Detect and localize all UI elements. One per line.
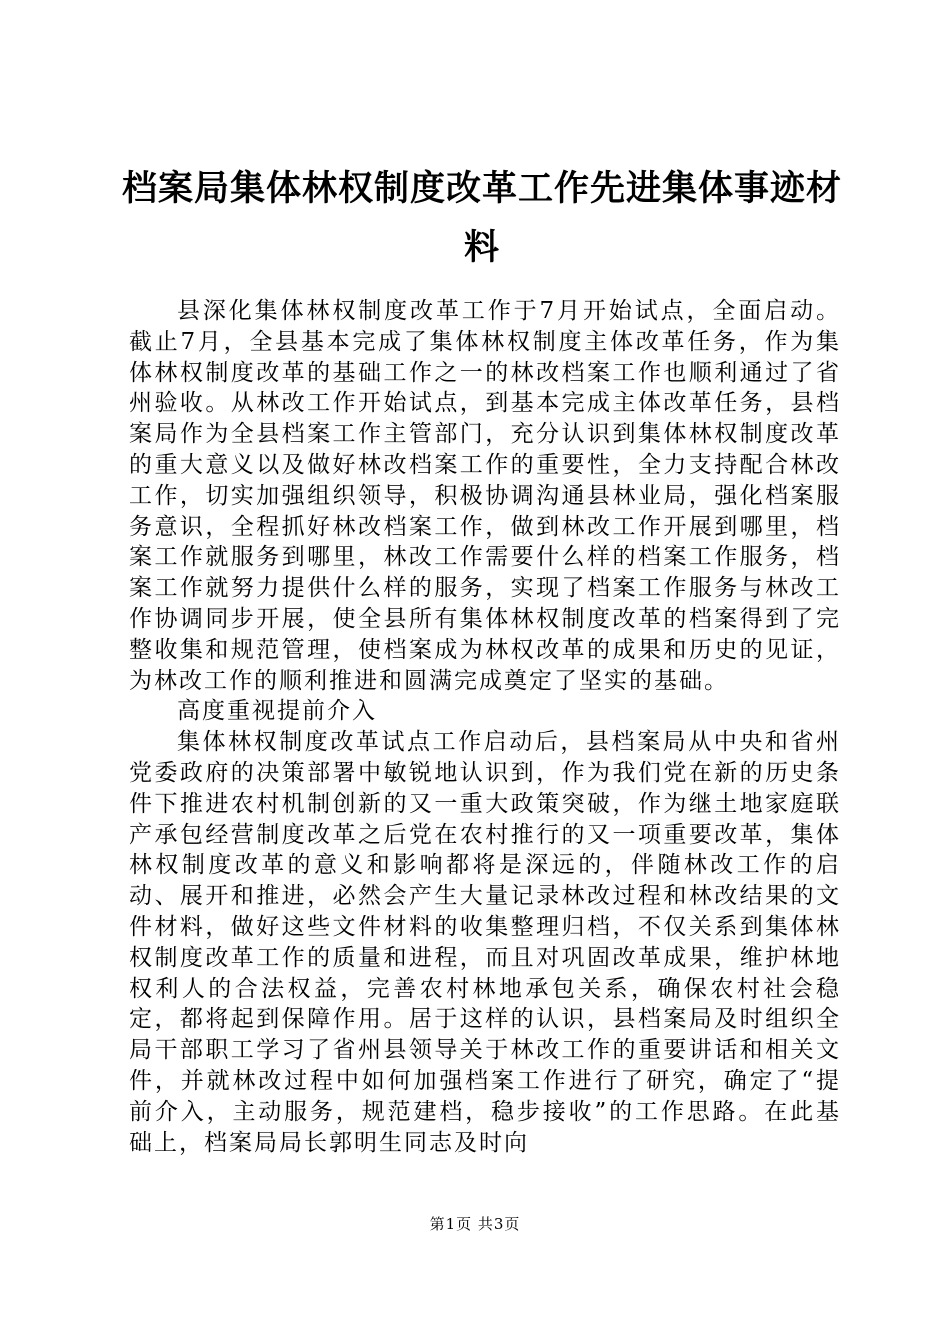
section-heading: 高度重视提前介入 — [177, 698, 377, 725]
body-paragraph-section-1: 集体林权制度改革试点工作启动后，县档案局从中央和省州党委政府的决策部署中敏锐地认识到，作为我们党在新的历史条件下推进农村机制创新的又一重大政策突破，作为继土地家庭联产承包经营制度改革之后党在农村推行的又一项重要改革，集体林权制度改革的意义和影响都将是深远的，伴随林改工作的启动、展开和推进，必然会产生大量记录林改过程和林改结果的文件材料，做好这些文件材料的收集整理归档，不仅关系到集体林权制度改革工作的质量和进程，而且对巩固改革成果，维护林地权利人的合法权益，完善农村林地承包关系，确保农村社会稳定，都将起到保障作用。居于这样的认识，县档案局及时组织全局干部职工学习了省州县领导关于林改工作的重要讲话和相关文件，并就林改过程中如何加强档案工作进行了研究，确定了“提前介入，主动服务，规范建档，稳步接收”的工作思路。在此基础上，档案局局长郭明生同志及时向 — [129, 729, 841, 1156]
page-footer: 第1页 共3页 — [429, 1215, 521, 1233]
body-paragraph-intro: 县深化集体林权制度改革工作于7月开始试点，全面启动。截止7月，全县基本完成了集体林权制度主体改革任务，作为集体林权制度改革的基础工作之一的林改档案工作也顺利通过了省州验收。从林改工作开始试点，到基本完成主体改革任务，县档案局作为全县档案工作主管部门，充分认识到集体林权制度改革的重大意义以及做好林改档案工作的重要性，全力支持配合林改工作，切实加强组织领导，积极协调沟通县林业局，强化档案服务意识，全程抓好林改档案工作，做到林改工作开展到哪里，档案工作就服务到哪里，林改工作需要什么样的档案工作服务，档案工作就努力提供什么样的服务，实现了档案工作服务与林改工作协调同步开展，使全县所有集体林权制度改革的档案得到了完整收集和规范管理，使档案成为林权改革的成果和历史的见证，为林改工作的顺利推进和圆满完成奠定了坚实的基础。 — [129, 298, 841, 694]
document-body — [129, 296, 841, 1158]
document-title: 档案局集体林权制度改革工作先进集体事迹材料 — [122, 169, 843, 268]
